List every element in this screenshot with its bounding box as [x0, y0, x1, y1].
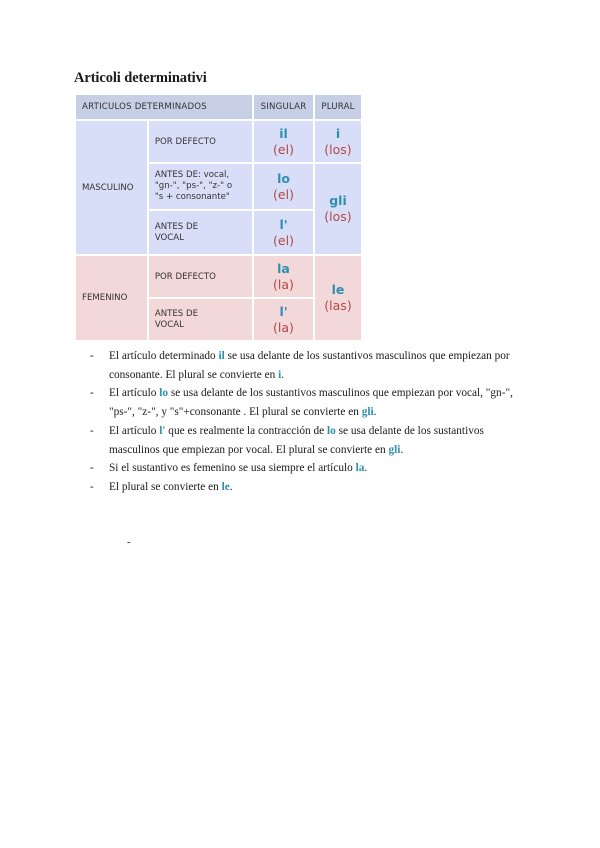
- header-singular: SINGULAR: [253, 94, 314, 120]
- page-title: Articoli determinativi: [74, 70, 207, 86]
- context-antes-de-vocal: ANTES DE VOCAL: [148, 210, 253, 255]
- list-item: - El plural se convierte en le.: [90, 480, 233, 493]
- gender-femenino: FEMENINO: [75, 255, 148, 341]
- list-item: - Si el sustantivo es femenino se usa siempre el artículo la.: [90, 462, 368, 475]
- singular-l-apostrophe-fem: l' (la): [253, 298, 314, 341]
- list-item: - El artículo lo se usa delante de los sustantivos masculinos que empiezan por vocal, "gn-", "ps-", "z-", y "s"+consonante . El plural se convierte en gli.: [90, 387, 513, 419]
- singular-l-apostrophe: l' (el): [253, 210, 314, 255]
- list-item: - El artículo determinado il se usa delante de los sustantivos masculinos que empiezan por consonante. El plural se convierte en i.: [90, 350, 510, 381]
- context-por-defecto: POR DEFECTO: [148, 120, 253, 163]
- notes-list: [90, 347, 530, 497]
- context-antes-de-vocal-fem: ANTES DE VOCAL: [148, 298, 253, 341]
- context-antes-de-vocal-gn: ANTES DE: vocal, "gn-", "ps-", "z-" o "s + consonante": [148, 163, 253, 210]
- singular-lo: lo (el): [253, 163, 314, 210]
- header-articulos: ARTICULOS DETERMINADOS: [75, 94, 253, 120]
- singular-il: il (el): [253, 120, 314, 163]
- empty-list-dash: -: [127, 536, 131, 548]
- plural-gli: gli (los): [314, 163, 362, 255]
- header-plural: PLURAL: [314, 94, 362, 120]
- articles-table: [74, 93, 363, 342]
- plural-i: i (los): [314, 120, 362, 163]
- singular-la: la (la): [253, 255, 314, 298]
- plural-le: le (las): [314, 255, 362, 341]
- gender-masculino: MASCULINO: [75, 120, 148, 255]
- context-por-defecto-fem: POR DEFECTO: [148, 255, 253, 298]
- list-item: - El artículo l' que es realmente la contracción de lo se usa delante de los sustantivos masculinos que empiezan por vocal. El plural se convierte en gli.: [90, 424, 484, 456]
